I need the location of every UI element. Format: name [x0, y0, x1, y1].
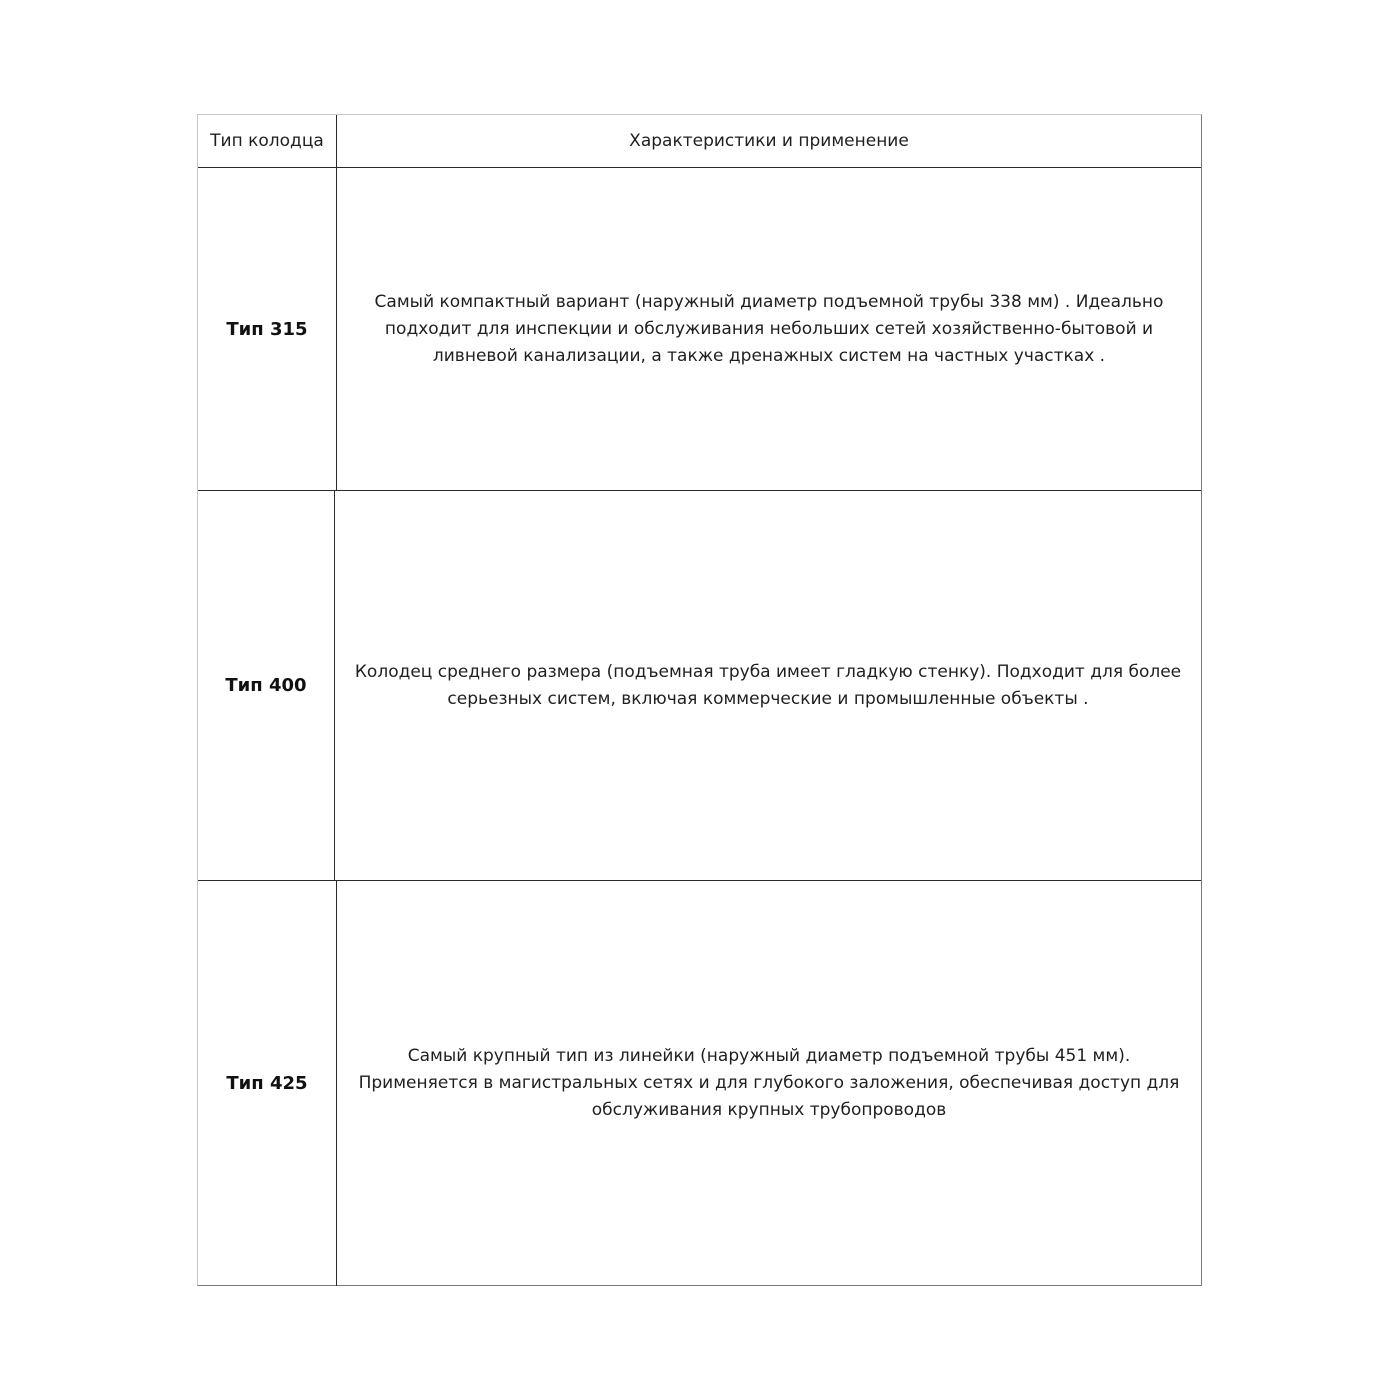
type-cell — [198, 491, 335, 880]
description-cell — [335, 491, 1201, 880]
header-cell-characteristics — [337, 115, 1201, 167]
type-cell — [198, 168, 337, 490]
table-row — [198, 491, 1201, 881]
table-header-row — [198, 115, 1201, 168]
header-label-type: Тип колодца — [210, 131, 324, 151]
table-row — [198, 881, 1201, 1286]
well-types-table — [197, 114, 1202, 1286]
well-type-label: Тип 315 — [226, 318, 308, 340]
header-label-characteristics: Характеристики и применение — [629, 131, 909, 151]
description-cell — [337, 881, 1201, 1286]
well-description: Колодец среднего размера (подъемная труба имеет гладкую стенку). Подходит для более серьезных систем, включая коммерческие и промышленные объекты . — [354, 661, 1182, 709]
description-cell — [337, 168, 1201, 490]
well-description: Самый компактный вариант (наружный диаметр подъемной трубы 338 мм) . Идеально подходит для инспекции и обслуживания небольших сетей хозяйственно-бытовой и ливневой канализации, а также дренажных систем на частных участках . — [374, 291, 1164, 366]
table-row — [198, 168, 1201, 491]
well-description: Самый крупный тип из линейки (наружный диаметр подъемной трубы 451 мм). Применяется в магистральных сетях и для глубокого заложения, обеспечивая доступ для обслуживания крупных трубопроводов — [358, 1046, 1180, 1120]
type-cell — [198, 881, 337, 1286]
well-type-label: Тип 425 — [226, 1073, 308, 1094]
header-cell-type — [198, 115, 337, 167]
well-type-label: Тип 400 — [225, 675, 307, 696]
